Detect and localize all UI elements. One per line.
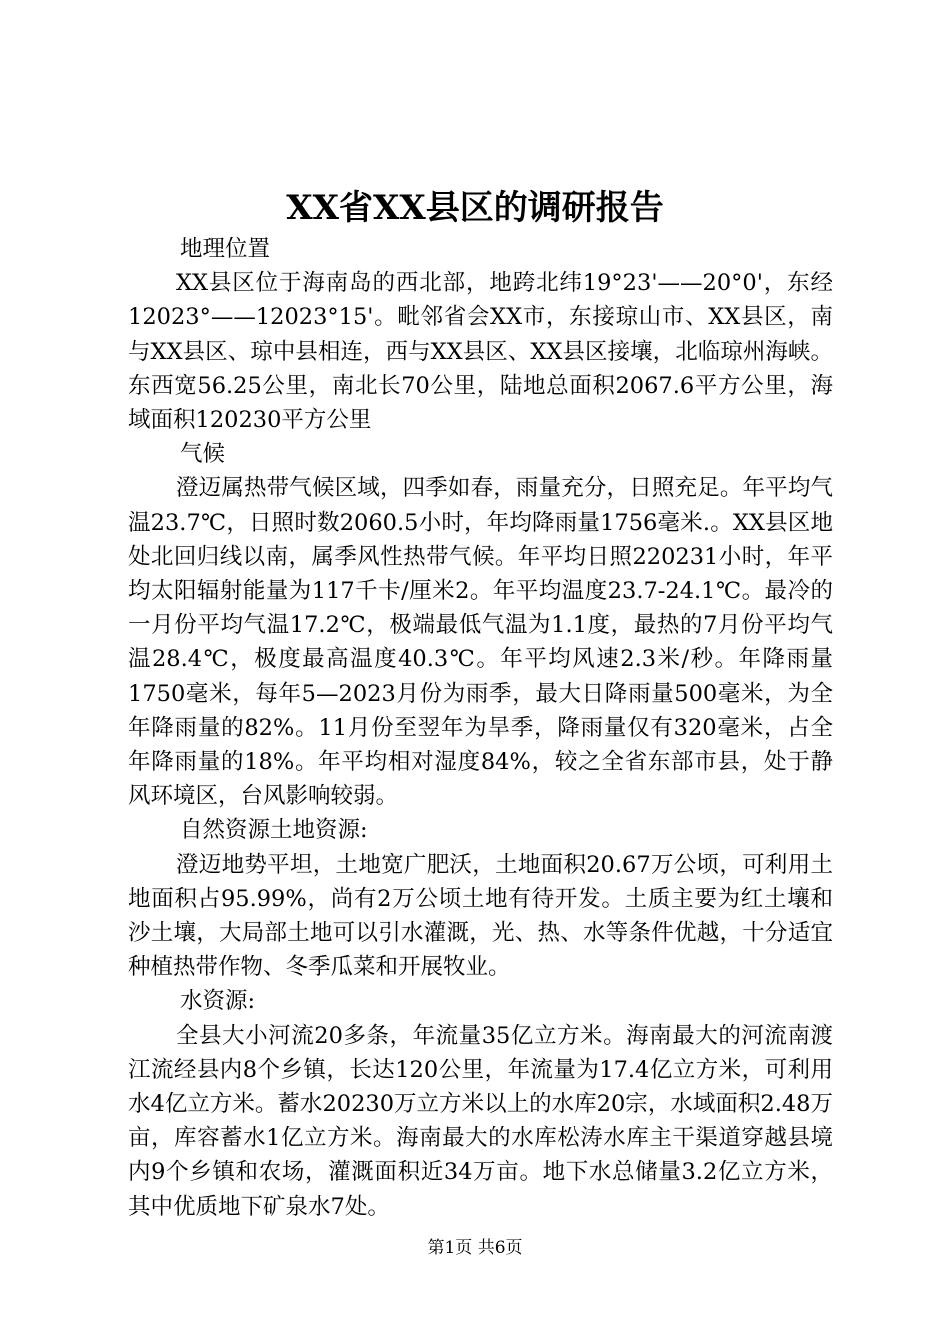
- section-land-resources: [128, 813, 833, 984]
- section-paragraph: 澄迈地势平坦，土地宽广肥沃，土地面积20.67万公顷，可利用土地面积占95.99%，尚有2万公顷土地有待开发。土质主要为红土壤和沙土壤，大局部土地可以引水灌溉，光、热、水等条件优越，十分适宜种植热带作物、冬季瓜菜和开展牧业。: [128, 851, 833, 981]
- section-heading: 气候: [180, 441, 226, 468]
- section-heading: 地理位置: [180, 236, 271, 262]
- section-paragraph: 全县大小河流20多条，年流量35亿立方米。海南最大的河流南渡江流经县内8个乡镇，长达120公里，年流量为17.4亿立方米，可利用水4亿立方米。蓄水20230万立方米以上的水库20宗，水域面积2.48万亩，库容蓄水1亿立方米。海南最大的水库松涛水库主干渠道穿越县境内9个乡镇和农场，灌溉面积近34万亩。地下水总储量3.2亿立方米，其中优质地下矿泉水7处。: [128, 1022, 833, 1220]
- section-heading: 水资源:: [180, 988, 256, 1015]
- section-heading: 自然资源土地资源:: [180, 817, 368, 844]
- section-paragraph: XX县区位于海南岛的西北部，地跨北纬19°23'——20°0'，东经12023°——12023°15'。毗邻省会XX市，东接琼山市、XX县区，南与XX县区、琼中县相连，西与XX县区、XX县区接壤，北临琼州海峡。东西宽56.25公里，南北长70公里，陆地总面积2067.6平方公里，海域面积120230平方公里: [128, 270, 833, 434]
- section-geography: [128, 232, 833, 437]
- section-water-resources: [128, 984, 833, 1223]
- document-body: [128, 232, 833, 1224]
- document-title: XX省XX县区的调研报告: [286, 188, 664, 228]
- page-number-footer: 第1页 共6页: [427, 1238, 523, 1258]
- section-climate: [128, 437, 833, 813]
- section-paragraph: 澄迈属热带气候区域，四季如春，雨量充分，日照充足。年平均气温23.7℃，日照时数2060.5小时，年均降雨量1756毫米.。XX县区地处北回归线以南，属季风性热带气候。年平均日照220231小时，年平均太阳辐射能量为117千卡/厘米2。年平均温度23.7-24.1℃。最冷的一月份平均气温17.2℃，极端最低气温为1.1度，最热的7月份平均气温28.4℃，极度最高温度40.3℃。年平均风速2.3米/秒。年降雨量1750毫米，每年5—2023月份为雨季，最大日降雨量500毫米，为全年降雨量的82%。11月份至翌年为旱季，降雨量仅有320毫米，占全年降雨量的18%。年平均相对湿度84%，较之全省东部市县，处于静风环境区，台风影响较弱。: [128, 475, 833, 810]
